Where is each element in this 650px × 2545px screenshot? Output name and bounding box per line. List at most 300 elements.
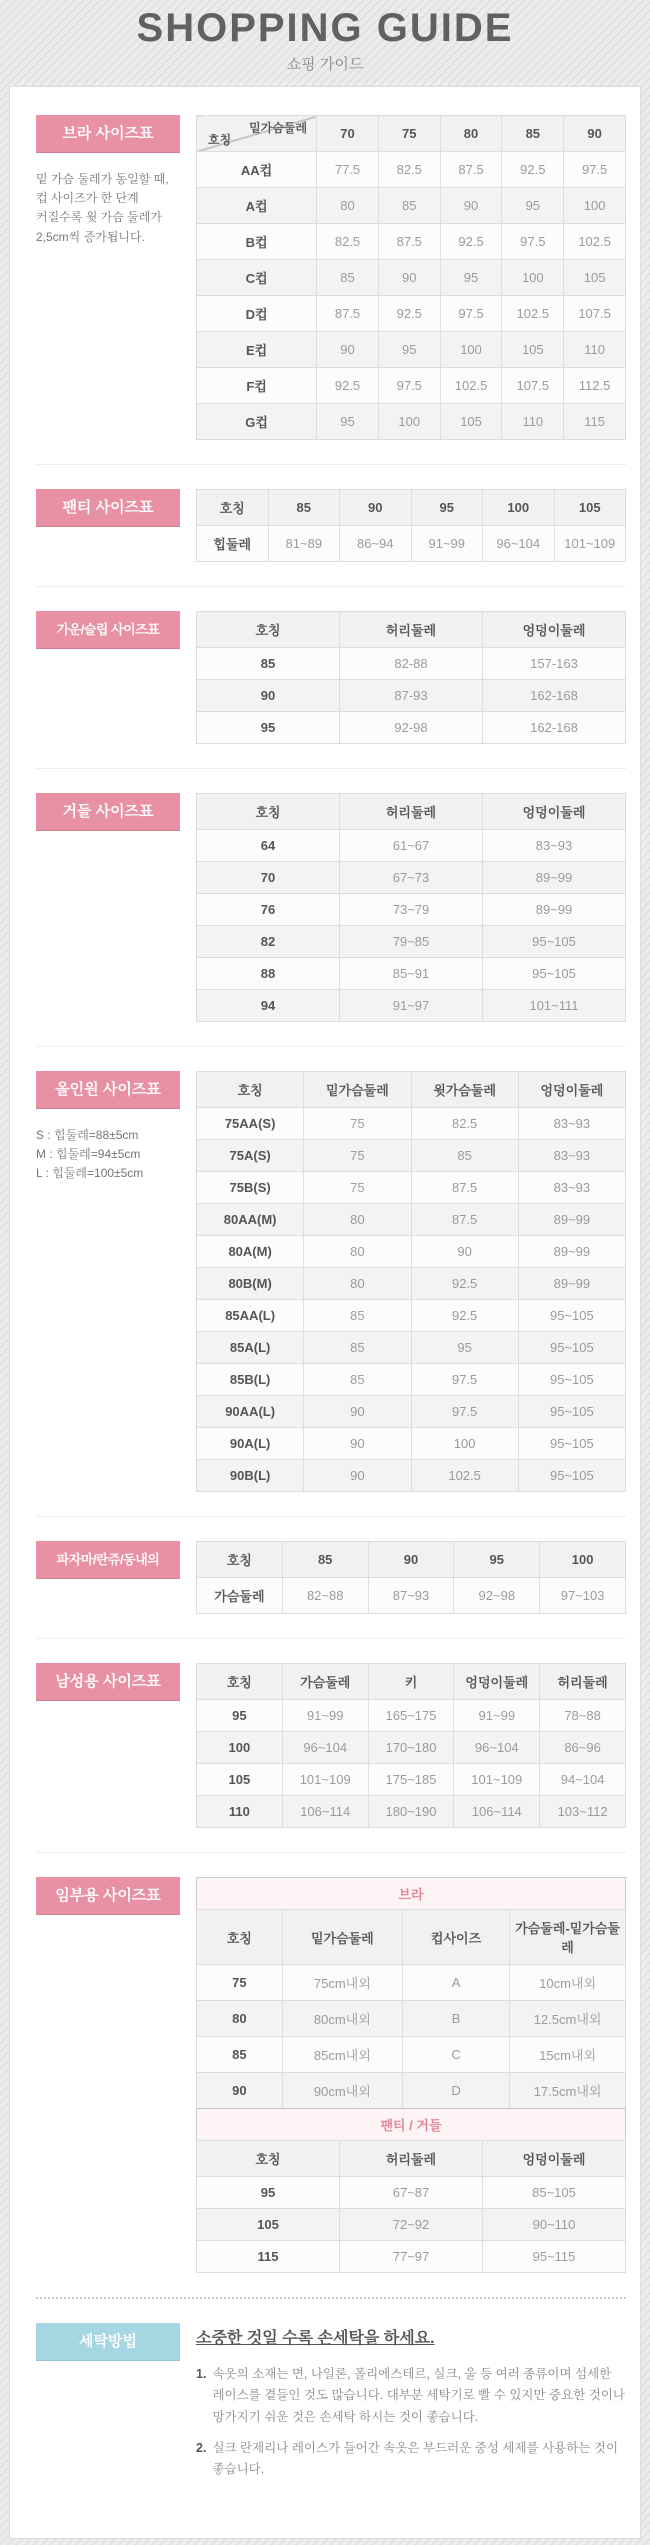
- column-header-cell: 90: [564, 116, 626, 152]
- table-row: [197, 526, 626, 562]
- size-table: [196, 1541, 626, 1614]
- row-header-cell: 80AA(M): [197, 1204, 304, 1236]
- value-cell: 67~73: [340, 862, 483, 894]
- row-header-cell: 90: [197, 680, 340, 712]
- mens-section-label: 남성용 사이즈표: [36, 1663, 180, 1700]
- table-row: [197, 862, 626, 894]
- column-header-cell: 호칭: [197, 1542, 283, 1578]
- row-header-cell: 95: [197, 1700, 283, 1732]
- value-cell: 101~109: [454, 1764, 540, 1796]
- table-row: [197, 260, 626, 296]
- value-cell: 89~99: [518, 1204, 625, 1236]
- value-cell: 75cm내외: [282, 1965, 402, 2001]
- girdle-size-table: [196, 793, 626, 1022]
- column-header-cell: 호칭: [197, 1664, 283, 1700]
- table-header-row: [197, 1542, 626, 1578]
- row-header-cell: B컵: [197, 224, 317, 260]
- value-cell: 97~103: [540, 1578, 626, 1614]
- note-line: L : 힙둘레=100±5cm: [36, 1166, 144, 1181]
- bra-size-table: [196, 115, 626, 440]
- table-row: [197, 1300, 626, 1332]
- value-cell: 95~105: [518, 1396, 625, 1428]
- value-cell: 86~94: [340, 526, 412, 562]
- value-cell: 96~104: [454, 1732, 540, 1764]
- size-table: [196, 1663, 626, 1828]
- washing-instruction-item: [196, 2438, 626, 2481]
- row-header-cell: 85B(L): [197, 1364, 304, 1396]
- maternity-side-column: [36, 1877, 180, 1914]
- table-row: [197, 2037, 626, 2073]
- column-header-cell: 95: [454, 1542, 540, 1578]
- column-header-cell: 호칭: [197, 2141, 340, 2177]
- table-row: [197, 958, 626, 990]
- value-cell: 89~99: [518, 1268, 625, 1300]
- page-subtitle: 쇼핑 가이드: [286, 56, 364, 73]
- size-table: [196, 793, 626, 1022]
- column-header-cell: 키: [368, 1664, 454, 1700]
- washing-side-column: [36, 2323, 180, 2360]
- table-header-row: [197, 794, 626, 830]
- note-line: 2,5cm씩 증가됩니다.: [36, 229, 145, 244]
- row-header-cell: 70: [197, 862, 340, 894]
- table-row: [197, 712, 626, 744]
- value-cell: 87.5: [317, 296, 379, 332]
- value-cell: 95~105: [518, 1364, 625, 1396]
- table-row: [197, 990, 626, 1022]
- row-header-cell: 가슴둘레: [197, 1578, 283, 1614]
- value-cell: 106~114: [282, 1796, 368, 1828]
- item-text: 속옷의 소재는 면, 나일론, 폴리에스테르, 실크, 울 등 여러 종류이며 섬세한 레이스를 곁들인 것도 많습니다. 대부분 세탁기로 빨 수 있지만 중요한 것이나 망가지기 쉬운 것은 손세탁 하시는 것이 좋습니다.: [212, 2367, 625, 2424]
- value-cell: 102.5: [411, 1460, 518, 1492]
- value-cell: 81~89: [268, 526, 340, 562]
- value-cell: 90: [304, 1428, 411, 1460]
- size-table: [196, 489, 626, 562]
- washing-section-label: 세탁방법: [36, 2323, 180, 2360]
- value-cell: 95: [411, 1332, 518, 1364]
- girdle-section-label: 거들 사이즈표: [36, 793, 180, 830]
- column-header-cell: 100: [540, 1542, 626, 1578]
- note-line: 컵 사이즈가 한 단계: [36, 191, 139, 206]
- table-header-row: [197, 1910, 626, 1965]
- table-row: [197, 830, 626, 862]
- page-title: SHOPPING GUIDE: [136, 6, 514, 50]
- table-row: [197, 1578, 626, 1614]
- row-header-cell: 75B(S): [197, 1172, 304, 1204]
- diagonal-top-label: 밑가슴둘레: [249, 121, 308, 135]
- table-row: [197, 1140, 626, 1172]
- value-cell: 85: [411, 1140, 518, 1172]
- diagonal-bottom-label: 호칭: [208, 133, 232, 147]
- value-cell: 77~97: [340, 2241, 483, 2273]
- bra-section-note: [36, 170, 180, 247]
- value-cell: 80: [304, 1204, 411, 1236]
- section-panty-sizes: [36, 464, 626, 586]
- table-row: [197, 1236, 626, 1268]
- column-header-cell: 호칭: [197, 490, 269, 526]
- value-cell: 95~105: [483, 958, 626, 990]
- size-table: [196, 1909, 626, 2109]
- value-cell: 94~104: [540, 1764, 626, 1796]
- column-header-cell: 밑가슴둘레: [282, 1910, 402, 1965]
- row-header-cell: 90B(L): [197, 1460, 304, 1492]
- value-cell: D: [402, 2073, 509, 2109]
- row-header-cell: 88: [197, 958, 340, 990]
- column-header-cell: 85: [268, 490, 340, 526]
- size-table: [196, 115, 626, 440]
- value-cell: 95~105: [518, 1428, 625, 1460]
- value-cell: 82-88: [340, 648, 483, 680]
- row-header-cell: E컵: [197, 332, 317, 368]
- value-cell: 90cm내외: [282, 2073, 402, 2109]
- row-header-cell: G컵: [197, 404, 317, 440]
- column-header-cell: 100: [483, 490, 555, 526]
- table-row: [197, 1732, 626, 1764]
- table-row: [197, 1396, 626, 1428]
- column-header-cell: 호칭: [197, 1910, 283, 1965]
- row-header-cell: 90: [197, 2073, 283, 2109]
- column-header-cell: 90: [340, 490, 412, 526]
- table-header-row: [197, 2141, 626, 2177]
- item-number: 2.: [196, 2440, 207, 2455]
- value-cell: 106~114: [454, 1796, 540, 1828]
- value-cell: 91~99: [282, 1700, 368, 1732]
- panty-size-table: [196, 489, 626, 562]
- value-cell: 97.5: [411, 1396, 518, 1428]
- table-row: [197, 1428, 626, 1460]
- girdle-side-column: [36, 793, 180, 830]
- value-cell: 82.5: [317, 224, 379, 260]
- value-cell: 17.5cm내외: [510, 2073, 626, 2109]
- table-row: [197, 2241, 626, 2273]
- column-header-cell: 허리둘레: [340, 2141, 483, 2177]
- column-header-cell: 80: [440, 116, 502, 152]
- row-header-cell: 힙둘레: [197, 526, 269, 562]
- value-cell: 95~105: [518, 1300, 625, 1332]
- value-cell: 89~99: [518, 1236, 625, 1268]
- column-header-cell: 85: [502, 116, 564, 152]
- value-cell: 89~99: [483, 894, 626, 926]
- value-cell: 15cm내외: [510, 2037, 626, 2073]
- row-header-cell: 85AA(L): [197, 1300, 304, 1332]
- content-card: [9, 86, 641, 2539]
- value-cell: 82~88: [282, 1578, 368, 1614]
- note-line: 밑 가슴 둘레가 동일할 때,: [36, 172, 169, 186]
- value-cell: 86~96: [540, 1732, 626, 1764]
- table-row: [197, 680, 626, 712]
- value-cell: 180~190: [368, 1796, 454, 1828]
- value-cell: 162-168: [483, 712, 626, 744]
- gown-slip-side-column: [36, 611, 180, 648]
- value-cell: 80: [304, 1268, 411, 1300]
- value-cell: 110: [502, 404, 564, 440]
- table-row: [197, 368, 626, 404]
- table-header-row: [197, 1664, 626, 1700]
- value-cell: 95~105: [518, 1460, 625, 1492]
- value-cell: 83~93: [518, 1108, 625, 1140]
- row-header-cell: F컵: [197, 368, 317, 404]
- column-header-cell: 엉덩이둘레: [518, 1072, 625, 1108]
- value-cell: 87~93: [368, 1578, 454, 1614]
- value-cell: 100: [440, 332, 502, 368]
- table-header-row: [197, 490, 626, 526]
- column-header-cell: 호칭: [197, 612, 340, 648]
- table-row: [197, 1332, 626, 1364]
- value-cell: 79~85: [340, 926, 483, 958]
- column-header-cell: 엉덩이둘레: [483, 612, 626, 648]
- table-row: [197, 1364, 626, 1396]
- column-header-cell: 엉덩이둘레: [483, 794, 626, 830]
- column-header-cell: 95: [411, 490, 483, 526]
- value-cell: 102.5: [440, 368, 502, 404]
- value-cell: 87-93: [340, 680, 483, 712]
- value-cell: 100: [502, 260, 564, 296]
- row-header-cell: 105: [197, 2209, 340, 2241]
- section-bra-sizes: [36, 91, 626, 464]
- column-header-cell: 105: [554, 490, 626, 526]
- panty-section-label: 팬티 사이즈표: [36, 489, 180, 526]
- value-cell: 102.5: [502, 296, 564, 332]
- all-in-one-side-column: [36, 1071, 180, 1184]
- section-girdle-sizes: [36, 768, 626, 1046]
- row-header-cell: 80A(M): [197, 1236, 304, 1268]
- column-header-cell: 윗가슴둘레: [411, 1072, 518, 1108]
- panty-side-column: [36, 489, 180, 526]
- row-header-cell: 85: [197, 2037, 283, 2073]
- row-header-cell: 110: [197, 1796, 283, 1828]
- value-cell: 101~111: [483, 990, 626, 1022]
- column-header-cell: 가슴둘레-밑가슴둘레: [510, 1910, 626, 1965]
- note-line: 커질수록 윗 가슴 둘레가: [36, 210, 162, 225]
- section-maternity-sizes: [36, 1852, 626, 2297]
- value-cell: 107.5: [502, 368, 564, 404]
- value-cell: C: [402, 2037, 509, 2073]
- table-row: [197, 926, 626, 958]
- value-cell: 165~175: [368, 1700, 454, 1732]
- gown-slip-section-label: 가운/슬립 사이즈표: [36, 611, 180, 648]
- bra-side-column: [36, 115, 180, 247]
- all-in-one-section-label: 올인원 사이즈표: [36, 1071, 180, 1108]
- row-header-cell: 85A(L): [197, 1332, 304, 1364]
- value-cell: 107.5: [564, 296, 626, 332]
- row-header-cell: 85: [197, 648, 340, 680]
- row-header-cell: 90AA(L): [197, 1396, 304, 1428]
- row-header-cell: 82: [197, 926, 340, 958]
- row-header-cell: 75: [197, 1965, 283, 2001]
- section-all-in-one-sizes: [36, 1046, 626, 1516]
- value-cell: 97.5: [502, 224, 564, 260]
- value-cell: 83~93: [483, 830, 626, 862]
- row-header-cell: 80B(M): [197, 1268, 304, 1300]
- value-cell: 85cm내외: [282, 2037, 402, 2073]
- table-row: [197, 2177, 626, 2209]
- value-cell: 103~112: [540, 1796, 626, 1828]
- value-cell: 115: [564, 404, 626, 440]
- value-cell: 92.5: [440, 224, 502, 260]
- value-cell: 61~67: [340, 830, 483, 862]
- size-table: [196, 2140, 626, 2273]
- table-row: [197, 1108, 626, 1140]
- value-cell: 90~110: [483, 2209, 626, 2241]
- table-row: [197, 1700, 626, 1732]
- table-row: [197, 1268, 626, 1300]
- mens-size-table: [196, 1663, 626, 1828]
- value-cell: 97.5: [440, 296, 502, 332]
- item-text: 실크 란제리나 레이스가 들어간 속옷은 부드러운 중성 세제를 사용하는 것이 좋습니다.: [212, 2440, 619, 2476]
- pajama-side-column: [36, 1541, 180, 1578]
- column-header-cell: 호칭: [197, 1072, 304, 1108]
- value-cell: 67~87: [340, 2177, 483, 2209]
- table-header-row: [197, 612, 626, 648]
- value-cell: 75: [304, 1140, 411, 1172]
- pajama-size-table: [196, 1541, 626, 1614]
- table-row: [197, 1965, 626, 2001]
- table-row: [197, 224, 626, 260]
- value-cell: 85: [304, 1332, 411, 1364]
- row-header-cell: C컵: [197, 260, 317, 296]
- value-cell: 92.5: [411, 1268, 518, 1300]
- value-cell: 90: [317, 332, 379, 368]
- value-cell: 83~93: [518, 1140, 625, 1172]
- section-washing-method: [36, 2297, 626, 2514]
- row-header-cell: 94: [197, 990, 340, 1022]
- value-cell: 162-168: [483, 680, 626, 712]
- column-header-cell: 90: [368, 1542, 454, 1578]
- value-cell: 78~88: [540, 1700, 626, 1732]
- value-cell: 175~185: [368, 1764, 454, 1796]
- value-cell: 95~105: [518, 1332, 625, 1364]
- column-header-cell: 허리둘레: [340, 612, 483, 648]
- value-cell: 102.5: [564, 224, 626, 260]
- value-cell: 85: [304, 1364, 411, 1396]
- note-line: S : 힙둘레=88±5cm: [36, 1128, 139, 1142]
- value-cell: 105: [440, 404, 502, 440]
- value-cell: 90: [378, 260, 440, 296]
- value-cell: 12.5cm내외: [510, 2001, 626, 2037]
- value-cell: 157-163: [483, 648, 626, 680]
- table-row: [197, 296, 626, 332]
- column-header-cell: 엉덩이둘레: [483, 2141, 626, 2177]
- row-header-cell: 95: [197, 712, 340, 744]
- table-row: [197, 188, 626, 224]
- value-cell: 75: [304, 1108, 411, 1140]
- value-cell: 97.5: [378, 368, 440, 404]
- item-number: 1.: [196, 2367, 207, 2381]
- value-cell: 92~98: [454, 1578, 540, 1614]
- value-cell: 82.5: [378, 152, 440, 188]
- row-header-cell: 95: [197, 2177, 340, 2209]
- row-header-cell: A컵: [197, 188, 317, 224]
- value-cell: 95~105: [483, 926, 626, 958]
- value-cell: 73~79: [340, 894, 483, 926]
- column-header-cell: 밑가슴둘레: [304, 1072, 411, 1108]
- column-header-cell: 호칭: [197, 794, 340, 830]
- size-table: [196, 611, 626, 744]
- value-cell: 10cm내외: [510, 1965, 626, 2001]
- note-line: M : 힙둘레=94±5cm: [36, 1147, 141, 1162]
- value-cell: 95: [378, 332, 440, 368]
- washing-title: 소중한 것일 수록 손세탁을 하세요.: [196, 2330, 435, 2347]
- pajama-section-label: 파자마/란쥬/동내의: [36, 1541, 180, 1578]
- row-header-cell: 100: [197, 1732, 283, 1764]
- value-cell: 92.5: [502, 152, 564, 188]
- mens-side-column: [36, 1663, 180, 1700]
- table-row: [197, 152, 626, 188]
- value-cell: 92.5: [317, 368, 379, 404]
- value-cell: 87.5: [411, 1172, 518, 1204]
- value-cell: 87.5: [440, 152, 502, 188]
- value-cell: 95~115: [483, 2241, 626, 2273]
- value-cell: 91~99: [411, 526, 483, 562]
- table-header-row: [197, 1072, 626, 1108]
- value-cell: A: [402, 1965, 509, 2001]
- value-cell: 72~92: [340, 2209, 483, 2241]
- value-cell: 90: [304, 1460, 411, 1492]
- row-header-cell: 105: [197, 1764, 283, 1796]
- value-cell: 91~97: [340, 990, 483, 1022]
- value-cell: 87.5: [378, 224, 440, 260]
- value-cell: 101~109: [282, 1764, 368, 1796]
- row-header-cell: 64: [197, 830, 340, 862]
- value-cell: B: [402, 2001, 509, 2037]
- row-header-cell: 76: [197, 894, 340, 926]
- value-cell: 82.5: [411, 1108, 518, 1140]
- table-row: [197, 1796, 626, 1828]
- table-row: [197, 2209, 626, 2241]
- maternity-bra-band: 브라: [196, 1877, 626, 1910]
- column-header-cell: 70: [317, 116, 379, 152]
- value-cell: 85~91: [340, 958, 483, 990]
- value-cell: 96~104: [483, 526, 555, 562]
- row-header-cell: 80: [197, 2001, 283, 2037]
- value-cell: 85: [378, 188, 440, 224]
- value-cell: 90: [411, 1236, 518, 1268]
- value-cell: 95: [502, 188, 564, 224]
- row-header-cell: 115: [197, 2241, 340, 2273]
- row-header-cell: 75AA(S): [197, 1108, 304, 1140]
- value-cell: 91~99: [454, 1700, 540, 1732]
- maternity-panty-girdle-table: [196, 2140, 626, 2273]
- value-cell: 85~105: [483, 2177, 626, 2209]
- value-cell: 90: [440, 188, 502, 224]
- section-gown-slip-sizes: [36, 586, 626, 768]
- value-cell: 112.5: [564, 368, 626, 404]
- row-header-cell: D컵: [197, 296, 317, 332]
- row-header-cell: 75A(S): [197, 1140, 304, 1172]
- value-cell: 92.5: [378, 296, 440, 332]
- value-cell: 80cm내외: [282, 2001, 402, 2037]
- value-cell: 80: [317, 188, 379, 224]
- column-header-cell: 허리둘레: [340, 794, 483, 830]
- row-header-cell: AA컵: [197, 152, 317, 188]
- all-in-one-size-table: [196, 1071, 626, 1492]
- table-row: [197, 1764, 626, 1796]
- washing-instruction-item: [196, 2364, 626, 2428]
- table-row: [197, 1172, 626, 1204]
- value-cell: 170~180: [368, 1732, 454, 1764]
- page-header: [0, 0, 650, 86]
- column-header-cell: 85: [282, 1542, 368, 1578]
- value-cell: 100: [564, 188, 626, 224]
- size-table: [196, 1071, 626, 1492]
- column-header-cell: 컵사이즈: [402, 1910, 509, 1965]
- value-cell: 92.5: [411, 1300, 518, 1332]
- value-cell: 75: [304, 1172, 411, 1204]
- value-cell: 105: [564, 260, 626, 296]
- maternity-section-label: 임부용 사이즈표: [36, 1877, 180, 1914]
- value-cell: 105: [502, 332, 564, 368]
- maternity-bra-table: [196, 1909, 626, 2109]
- washing-instructions: [196, 2323, 626, 2490]
